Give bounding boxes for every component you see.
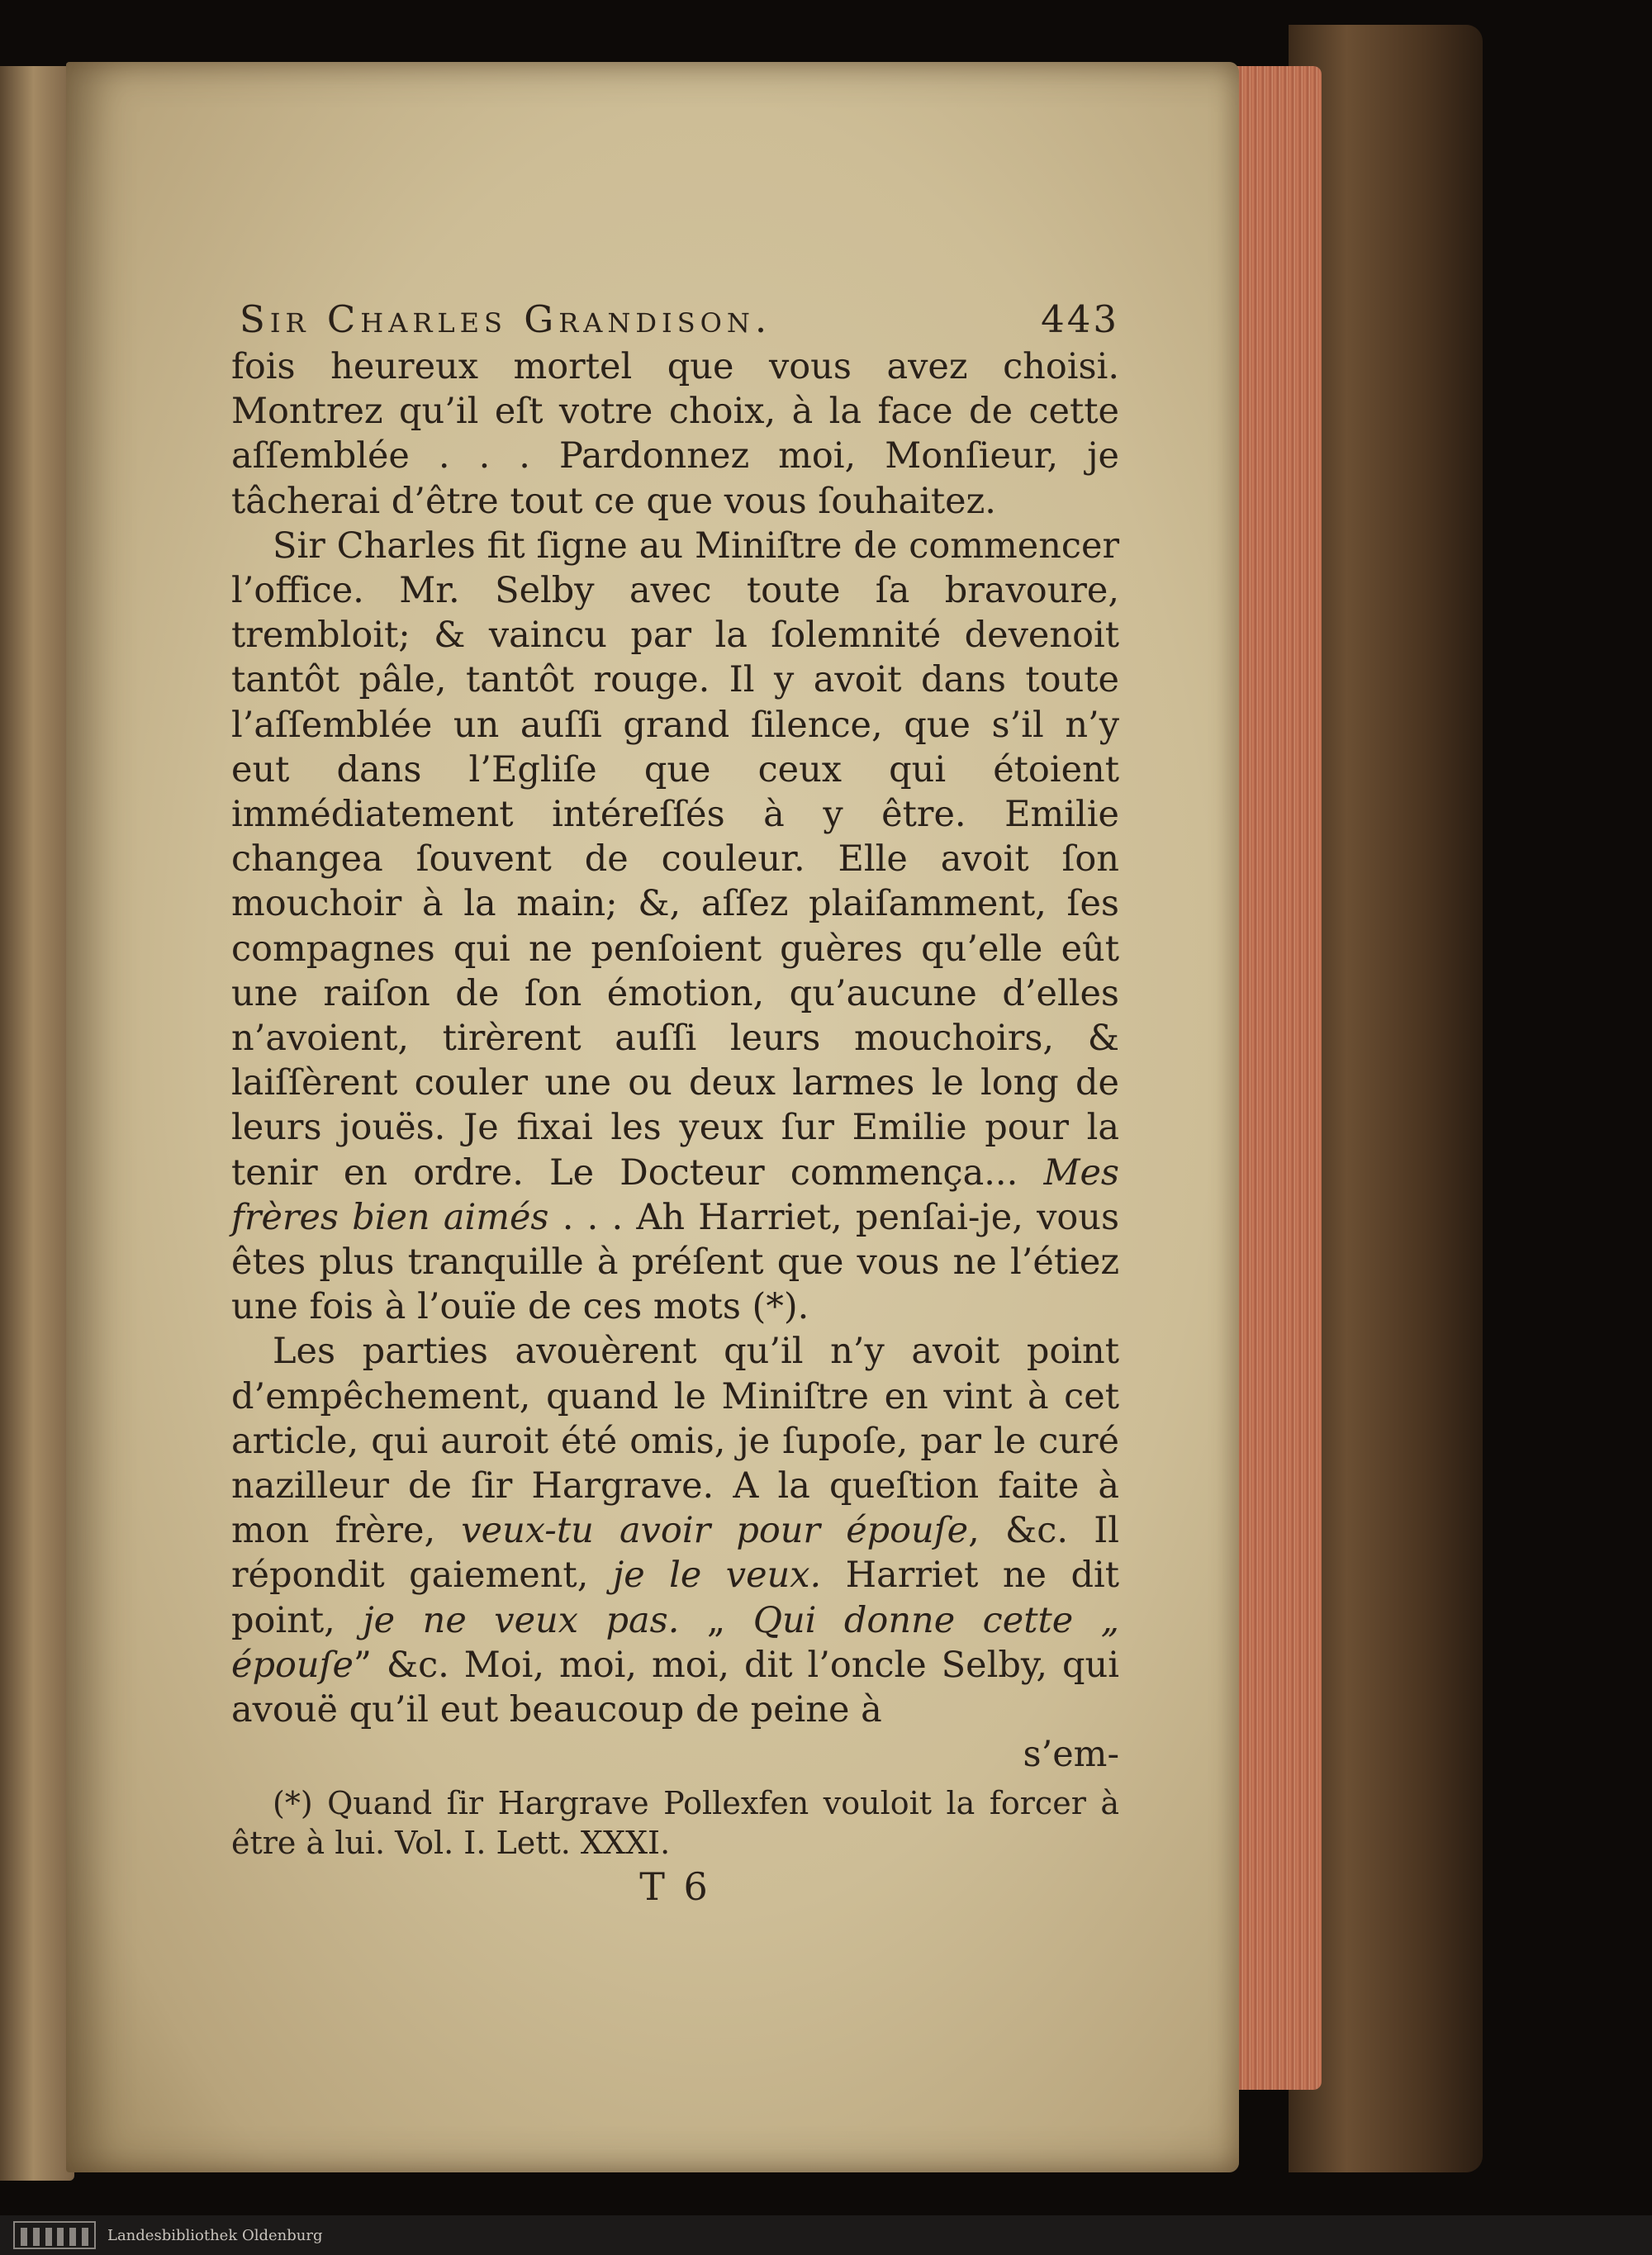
text-segment: Harriet ne dit point, (231, 1555, 1120, 1641)
running-head (231, 297, 1119, 341)
body-text (231, 344, 1119, 1732)
footer-bar (0, 2215, 1652, 2255)
book-page (66, 62, 1239, 2172)
text-segment: ” &c. Moi, moi, moi, dit l’oncle Selby, qui avouë qu’il eut beaucoup de peine à (231, 1644, 1119, 1731)
text-segment: Les parties avouèrent qu’il n’y avoit point d’empêchement, quand le Miniſtre en vint à cet article, qui auroit été omis, je ſupoſe, par le curé nazilleur de ſir Hargrave. A la queſtion faite à mon frère, (231, 1331, 1119, 1552)
running-head-title: Sir Charles Grandison. (240, 297, 772, 341)
library-name: Landesbibliothek Oldenburg (107, 2226, 323, 2244)
text-segment: , &c. Il répondit gaiement, (231, 1510, 1119, 1597)
text-segment: „ (679, 1599, 753, 1641)
signature-mark: T 6 (639, 1864, 711, 1910)
footnote: (*) Quand ſir Hargrave Pollexfen vouloit la forcer à être à lui. Vol. I. Lett. XXXI. (231, 1785, 1119, 1862)
italic-segment: je ne veux pas. (363, 1599, 680, 1641)
paragraph (231, 1329, 1119, 1732)
paragraph (231, 524, 1119, 1330)
paragraph (231, 344, 1119, 524)
text-segment: fois heureux mortel que vous avez choisi. Montrez qu’il eſt votre choix, à la face de cette aſſemblée . . . Pardonnez moi, Monſieur, je tâcherai d’être tout ce que vous ſouhaitez. (231, 346, 1119, 522)
italic-segment: Mes frères bien aimés (231, 1151, 1119, 1238)
left-page-edge (0, 66, 74, 2181)
text-segment: . . . Ah Harriet, penſai-je, vous êtes plus tranquille à préſent que vous ne l’étiez une fois à l’ouïe de ces mots (*). (231, 1196, 1120, 1328)
catchword: s’em- (1023, 1734, 1119, 1776)
text-block (231, 297, 1119, 1909)
italic-segment: Qui donne cette „ épouſe (231, 1599, 1119, 1686)
page-number: 443 (1041, 297, 1119, 341)
text-segment: Sir Charles fit ſigne au Miniſtre de commencer l’office. Mr. Selby avec toute ſa bravoure, trembloit; & vaincu par la ſolemnité devenoit tantôt pâle, tantôt rouge. Il y avoit dans toute l’aſſemblée un auſſi grand ſilence, que s’il n’y eut dans l’Egliſe que ceux qui étoient immédiatement intéreſſés à y être. Emilie changea ſouvent de couleur. Elle avoit ſon mouchoir à la main; &, aſſez plaiſamment, ſes compagnes qui ne penſoient guères qu’elle eût une raiſon de ſon émotion, qu’aucune d’elles n’avoient, tirèrent auſſi leurs mouchoirs, & laiſſèrent couler une ou deux larmes le long de leurs jouës. Je fixai les yeux ſur Emilie pour la tenir en ordre. Le Docteur commença... (231, 525, 1119, 1194)
library-logo-icon (13, 2221, 96, 2249)
italic-segment: veux-tu avoir pour épouſe (461, 1510, 969, 1552)
italic-segment: je le veux. (612, 1555, 822, 1597)
